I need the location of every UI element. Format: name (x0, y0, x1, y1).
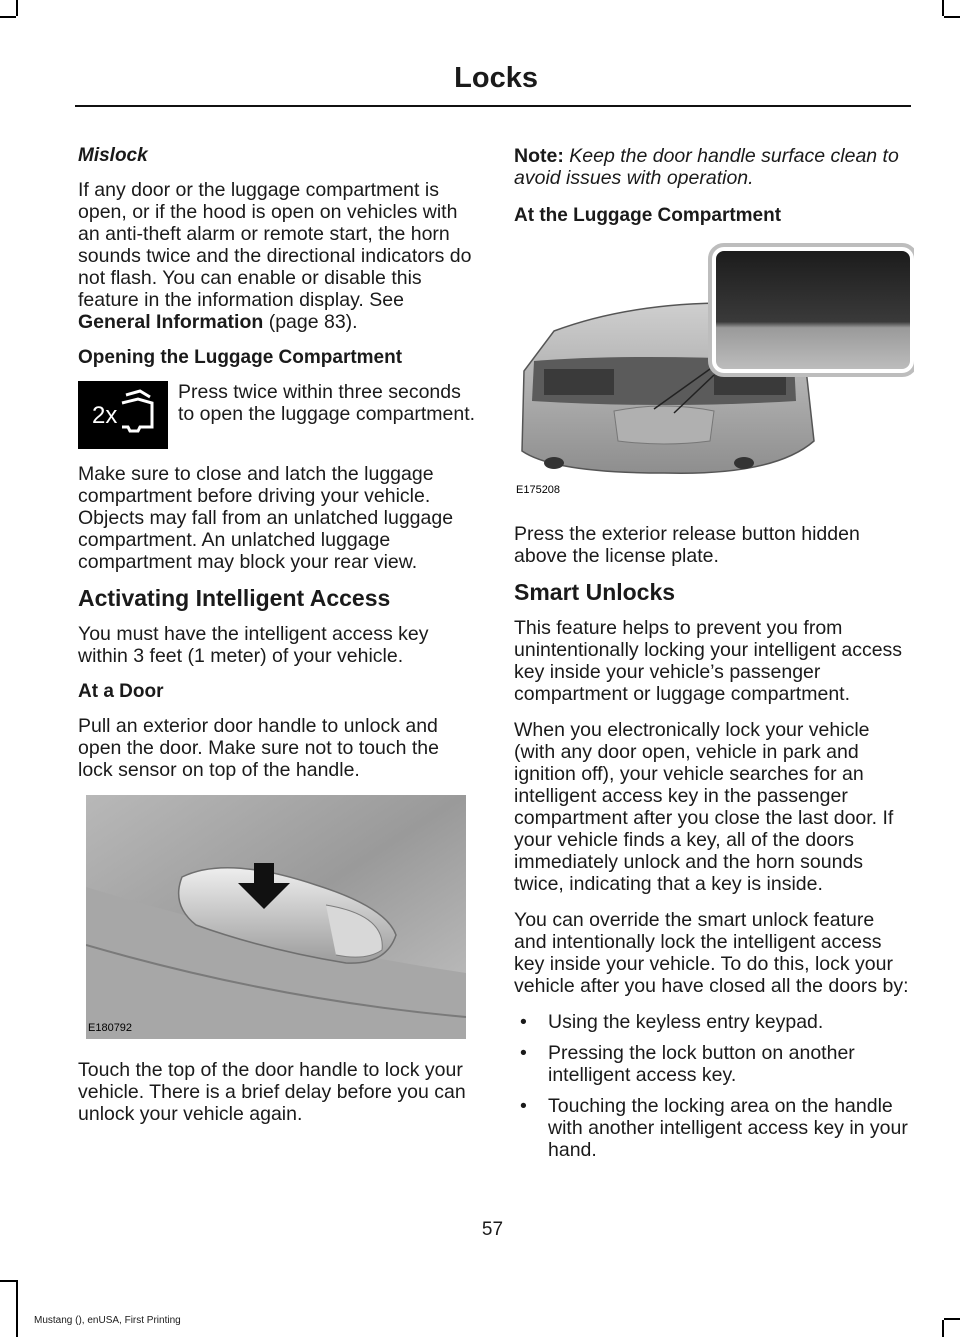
override-list (514, 1011, 910, 1161)
crop-mark (16, 1280, 18, 1337)
press-paragraph: Press the exterior release button hidden above the license plate. (514, 523, 860, 567)
mislock-text-pre: If any door or the luggage compartment is open, or if the hood is open on vehicles with an anti-theft alarm or remote start, the horn sounds twice and the directional indicators do not flash. You can enable or disable this feature in the information display. See (78, 179, 472, 311)
page-title: Locks (454, 62, 538, 94)
left-column (78, 145, 478, 1139)
smart-unlocks-heading: Smart Unlocks (514, 579, 676, 605)
footer-text: Mustang (), enUSA, First Printing (34, 1315, 181, 1326)
door-handle-figure (86, 795, 466, 1039)
crop-mark (944, 1318, 960, 1320)
note-text: Keep the door handle surface clean to avoid issues with operation. (514, 145, 899, 189)
luggage-release-icon (78, 381, 168, 449)
crop-mark (0, 16, 16, 18)
luggage-release-description: Press twice within three seconds to open the luggage compartment. (178, 381, 476, 425)
activating-heading: Activating Intelligent Access (78, 585, 391, 611)
mislock-heading: Mislock (78, 145, 148, 166)
list-item: • Touching the locking area on the handle with another intelligent access key in your hand. (514, 1095, 910, 1161)
note-paragraph (514, 145, 910, 189)
activating-paragraph: You must have the intelligent access key within 3 feet (1 meter) of your vehicle. (78, 623, 429, 667)
svg-text:2x: 2x (92, 402, 118, 429)
opening-heading: Opening the Luggage Compartment (78, 347, 403, 368)
smart-paragraph-1: This feature helps to prevent you from unintentionally locking your intelligent access key inside your vehicle’s passenger compartment or luggage compartment. (514, 617, 903, 705)
door-paragraph: Pull an exterior door handle to unlock and open the door. Make sure not to touch the lock sensor on top of the handle. (78, 715, 439, 781)
luggage-release-block (78, 381, 478, 449)
crop-mark (16, 0, 18, 16)
trunk-open-icon (78, 381, 168, 449)
rear-car-illustration (514, 241, 914, 503)
luggage-heading: At the Luggage Compartment (514, 205, 782, 226)
note-label: Note: (514, 145, 564, 167)
header-divider (75, 105, 911, 107)
luggage-figure (514, 241, 914, 503)
page-number: 57 (481, 1219, 504, 1240)
door-heading: At a Door (78, 681, 164, 702)
crop-mark (0, 1280, 16, 1282)
general-information-link[interactable]: General Information (78, 311, 264, 333)
latch-paragraph: Make sure to close and latch the luggage compartment before driving your vehicle. Objects may fall from an unlatched luggage compartment. An unlatched luggage compartment may block your rear view. (78, 463, 454, 573)
touch-paragraph: Touch the top of the door handle to lock your vehicle. There is a brief delay before you can unlock your vehicle again. (78, 1059, 466, 1125)
smart-paragraph-3: You can override the smart unlock feature and intentionally lock the intelligent access key inside your vehicle. To do this, lock your vehicle after you have closed all the doors by: (514, 909, 909, 997)
mislock-paragraph (78, 179, 478, 333)
smart-paragraph-2: When you electronically lock your vehicle (with any door open, vehicle in park and ignition off), your vehicle searches for an intelligent access key in the passenger compartment after you close the last door. If your vehicle finds a key, all of the doors immediately unlock and the horn sounds twice, indicating that a key is inside. (514, 719, 894, 895)
list-item: • Pressing the lock button on another intelligent access key. (514, 1042, 910, 1086)
crop-mark (944, 16, 960, 18)
list-item: • Using the keyless entry keypad. (514, 1011, 910, 1033)
crop-mark (942, 1320, 944, 1337)
mislock-text-post: (page 83). (263, 311, 358, 333)
svg-text:E175208: E175208 (516, 484, 561, 496)
right-column (514, 145, 910, 1170)
crop-mark (942, 0, 944, 16)
svg-text:E180792: E180792 (88, 1022, 133, 1034)
door-handle-illustration (86, 795, 466, 1039)
